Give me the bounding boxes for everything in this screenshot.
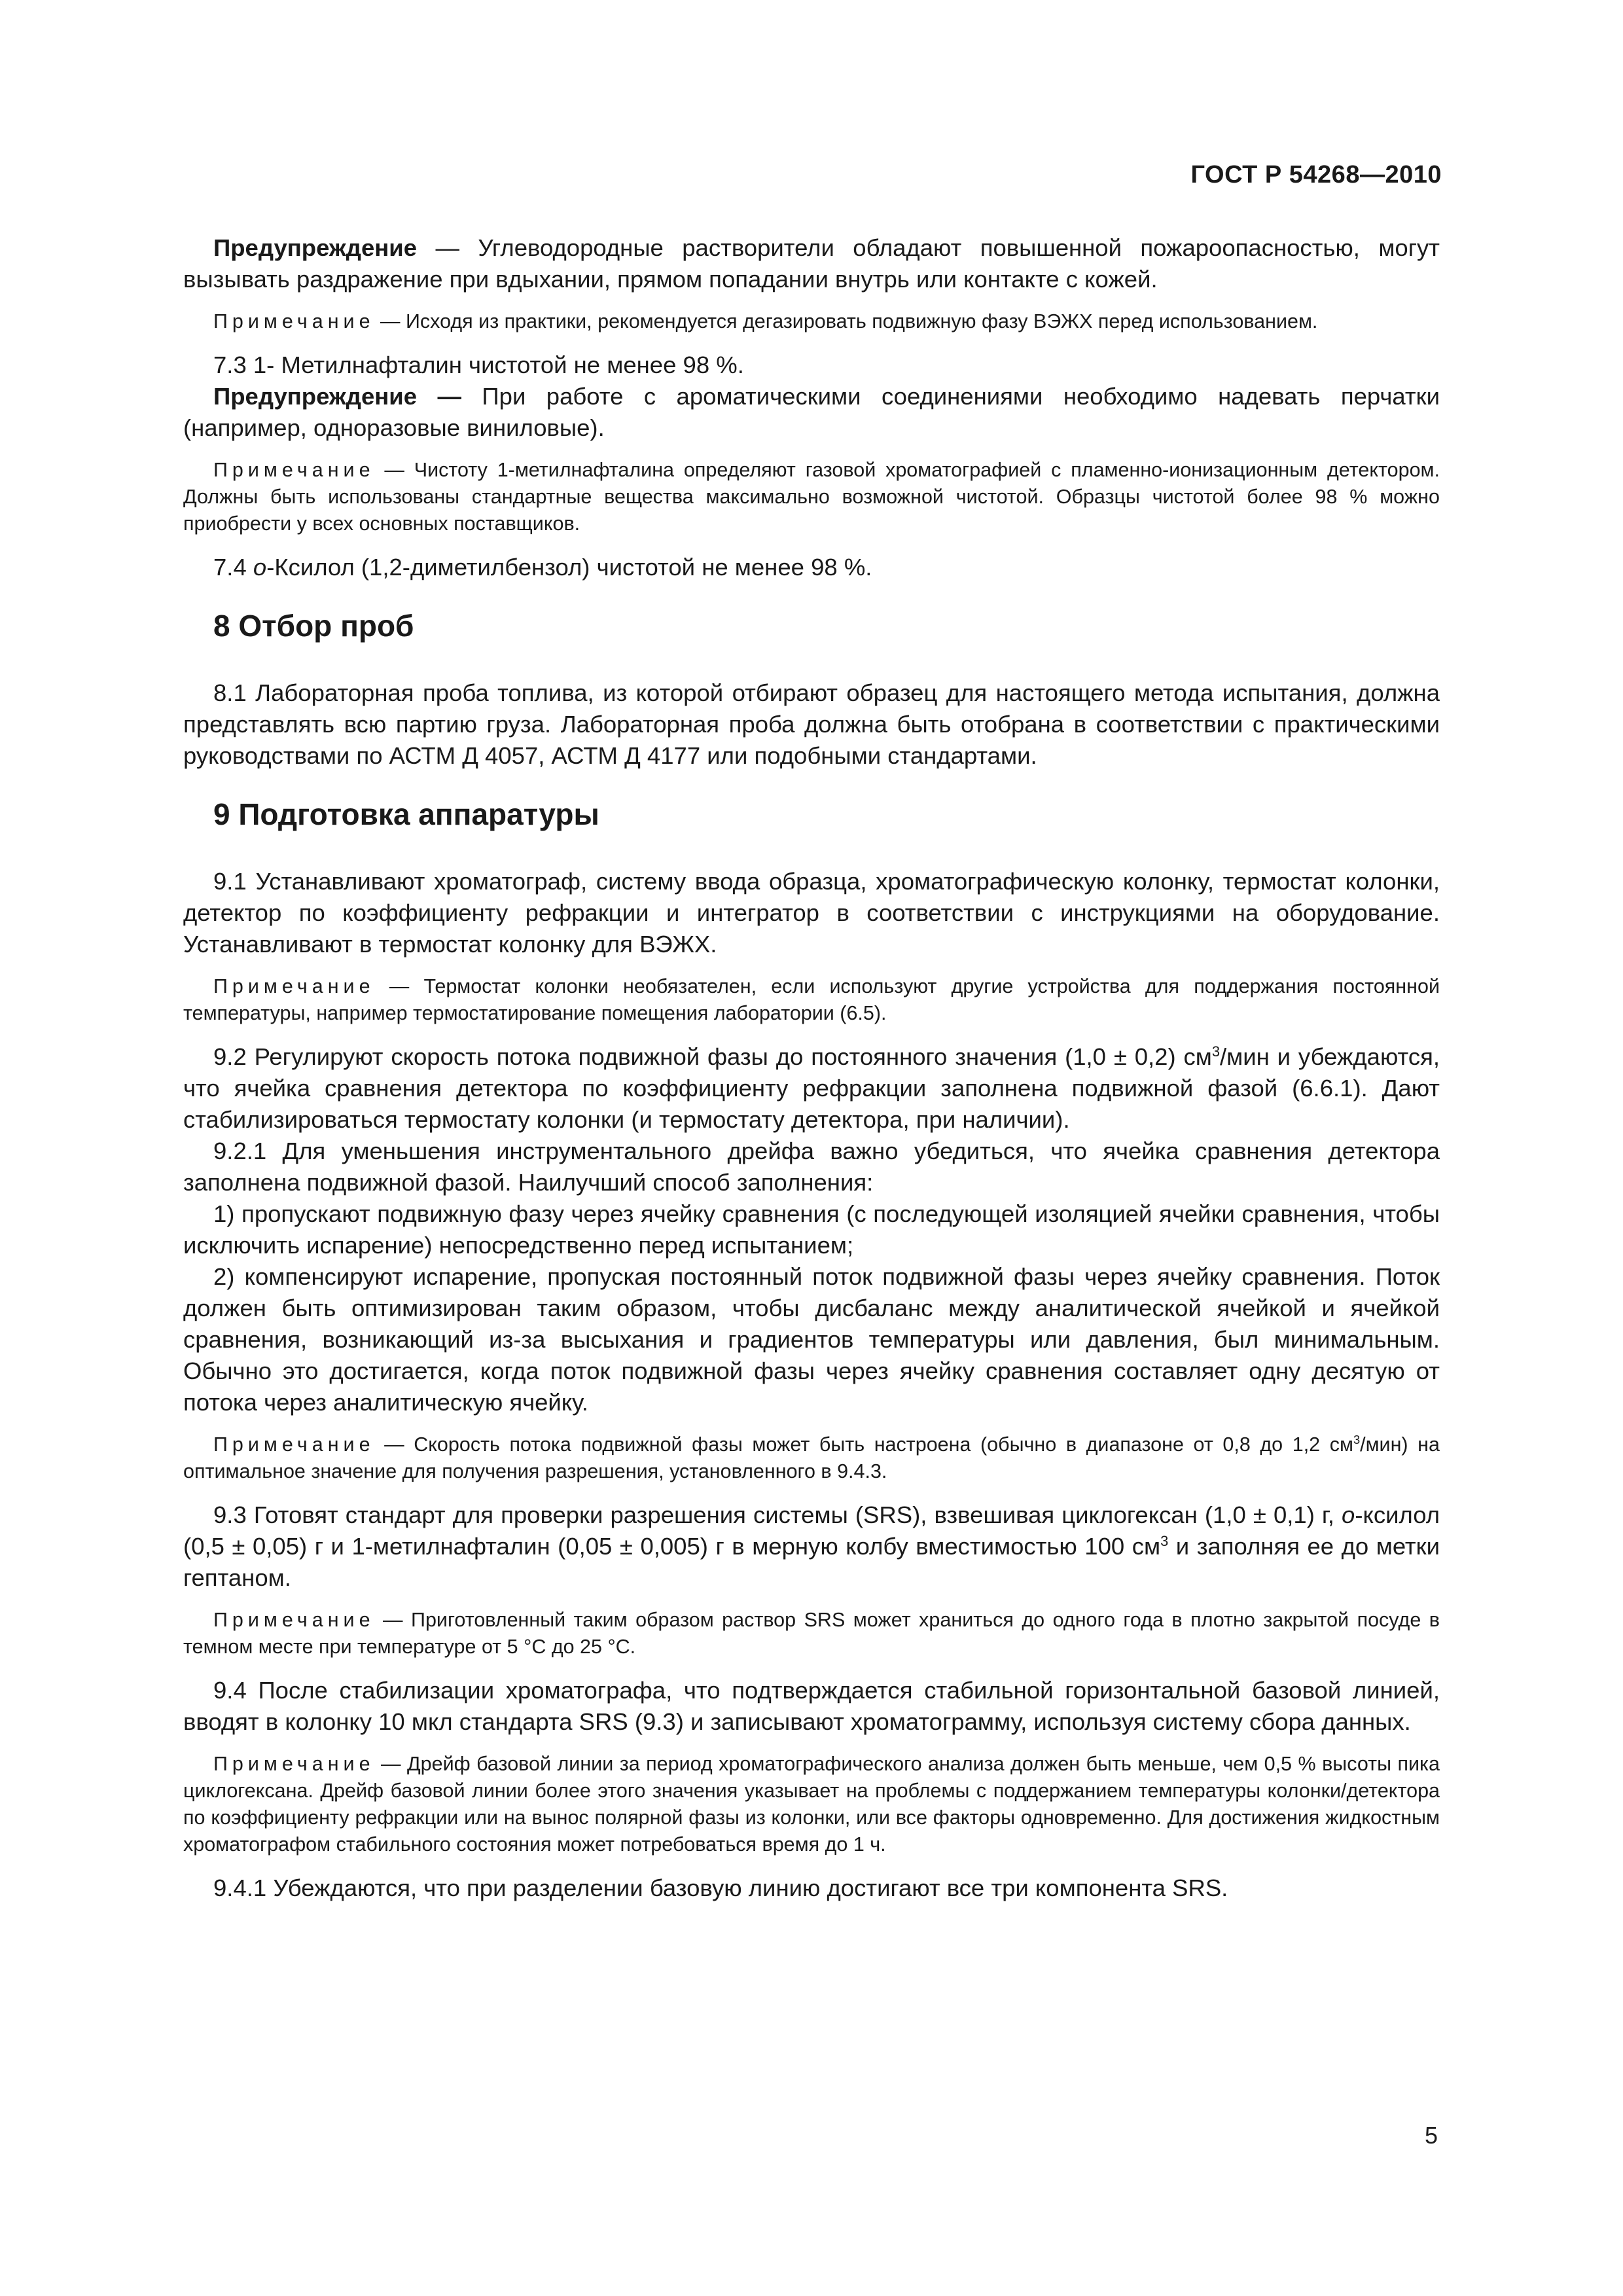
paragraph-text: -ксилол (0,5 ± 0,05) г и 1-метилнафталин (0,05 ± 0,005) г в мерную колбу вместимостью 100 см [183,1501,1440,1560]
note-text: — Чистоту 1-метилнафталина определяют газовой хроматографией с пламенно-ионизационным детектором. Должны быть использованы стандартные вещества максимально возможной чистотой. Образцы чистотой более 98 % можно приобрести у всех основных поставщиков. [183,459,1440,535]
paragraph-text: /мин и убеждаются, что ячейка сравнения детектора по коэффициенту рефракции заполнена подвижной фазой (6.6.1). Дают стабилизироваться термостату колонки (и термостату детектора, при наличии). [183,1043,1440,1133]
note-paragraph [183,308,1440,335]
page-content [183,232,1440,1917]
paragraph-9-3 [183,1499,1440,1594]
paragraph-9-1: 9.1 Устанавливают хроматограф, систему ввода образца, хроматографическую колонку, термостат колонки, детектор по коэффициенту рефракции и интегратор в соответствии с инструкциями на оборудование. Устанавливают в термостат колонку для ВЭЖХ. [183,868,1440,958]
section-8-heading: 8 Отбор проб [213,609,414,643]
note-text: — Приготовленный таким образом раствор SRS может храниться до одного года в плотно закрытой посуде в темном месте при температуре от 5 °С до 25 °С. [183,1609,1440,1658]
note-label: Примечание [213,1753,375,1775]
superscript: 3 [1160,1532,1169,1549]
paragraph-text: и заполняя ее до метки гептаном. [183,1533,1440,1591]
paragraph-text: -Ксилол (1,2-диметилбензол) чистотой не менее 98 %. [266,554,872,581]
note-label: Примечание [213,975,375,997]
superscript: 3 [1211,1043,1221,1060]
note-paragraph [183,973,1440,1027]
paragraph-9-2 [183,1041,1440,1136]
note-paragraph [183,1607,1440,1660]
paragraph-7-4 [183,552,1440,583]
italic-prefix: о [1342,1501,1355,1528]
paragraph-7-3: 7.3 1- Метилнафталин чистотой не менее 98 %. [213,351,744,378]
note-text: — Исходя из практики, рекомендуется дегазировать подвижную фазу ВЭЖХ перед использованием. [374,310,1318,332]
italic-prefix: о [253,554,267,581]
standard-header: ГОСТ Р 54268—2010 [1190,161,1442,188]
note-label: Примечание [213,459,375,481]
paragraph-9-2-1: 9.2.1 Для уменьшения инструментального дрейфа важно убедиться, что ячейка сравнения детектора заполнена подвижной фазой. Наилучший способ заполнения: [183,1138,1440,1196]
paragraph-9-4: 9.4 После стабилизации хроматографа, что подтверждается стабильной горизонтальной базовой линией, вводят в колонку 10 мкл стандарта SRS (9.3) и записывают хроматограмму, используя систему сбора данных. [183,1677,1440,1735]
warning-paragraph [183,232,1440,295]
note-text: — Дрейф базовой линии за период хроматографического анализа должен быть меньше, чем 0,5 % высоты пика циклогексана. Дрейф базовой линии более этого значения указывает на проблемы с поддержанием температуры колонки/детектора по коэффициенту рефракции или на вынос полярной фазы из колонки, или все факторы одновременно. Для достижения жидкостным хроматографом стабильного состояния может потребоваться время до 1 ч. [183,1753,1440,1856]
paragraph-9-4-1: 9.4.1 Убеждаются, что при разделении базовую линию достигают все три компонента SRS. [213,1874,1228,1901]
note-paragraph [183,457,1440,537]
note-label: Примечание [213,310,375,332]
list-item: 2) компенсируют испарение, пропуская постоянный поток подвижной фазы через ячейку сравнения. Поток должен быть оптимизирован таким образом, чтобы дисбаланс между аналитической ячейкой и ячейкой сравнения, возникающий из-за высыхания и градиентов температуры или давления, был минимальным. Обычно это достигается, когда поток подвижной фазы через ячейку сравнения составляет одну десятую от потока через аналитическую ячейку. [183,1263,1440,1416]
warning-label: Предупреждение [213,234,418,261]
paragraph-text: 9.3 Готовят стандарт для проверки разрешения системы (SRS), взвешивая циклогексан (1,0 ± 0,1) г, [213,1501,1342,1528]
paragraph-8-1: 8.1 Лабораторная проба топлива, из которой отбирают образец для настоящего метода испытания, должна представлять всю партию груза. Лабораторная проба должна быть отобрана в соответствии с практическими руководствами по АСТМ Д 4057, АСТМ Д 4177 или подобными стандартами. [183,679,1440,769]
superscript: 3 [1353,1432,1361,1446]
note-text: /мин) на оптимальное значение для получения разрешения, установленного в 9.4.3. [183,1433,1440,1482]
paragraph-number: 7.4 [213,554,253,581]
warning-label: Предупреждение — [213,383,461,410]
note-paragraph [183,1431,1440,1485]
warning-text: — Углеводородные растворители обладают повышенной пожароопасностью, могут вызывать раздражение при вдыхании, прямом попадании внутрь или контакте с кожей. [183,234,1440,293]
note-label: Примечание [213,1433,375,1456]
warning-text: При работе с ароматическими соединениями необходимо надевать перчатки (например, одноразовые виниловые). [183,383,1440,441]
note-label: Примечание [213,1609,375,1631]
note-text: — Термостат колонки необязателен, если используют другие устройства для поддержания постоянной температуры, например термостатирование помещения лаборатории (6.5). [183,975,1440,1024]
page-number: 5 [1424,2122,1438,2149]
section-9-heading: 9 Подготовка аппаратуры [213,797,599,831]
note-paragraph [183,1751,1440,1858]
warning-paragraph [183,381,1440,444]
list-item: 1) пропускают подвижную фазу через ячейку сравнения (с последующей изоляцией ячейки сравнения, чтобы исключить испарение) непосредственно перед испытанием; [183,1200,1440,1259]
paragraph-text: 9.2 Регулируют скорость потока подвижной фазы до постоянного значения (1,0 ± 0,2) см [213,1043,1212,1070]
note-text: — Скорость потока подвижной фазы может быть настроена (обычно в диапазоне от 0,8 до 1,2 см [374,1433,1353,1456]
